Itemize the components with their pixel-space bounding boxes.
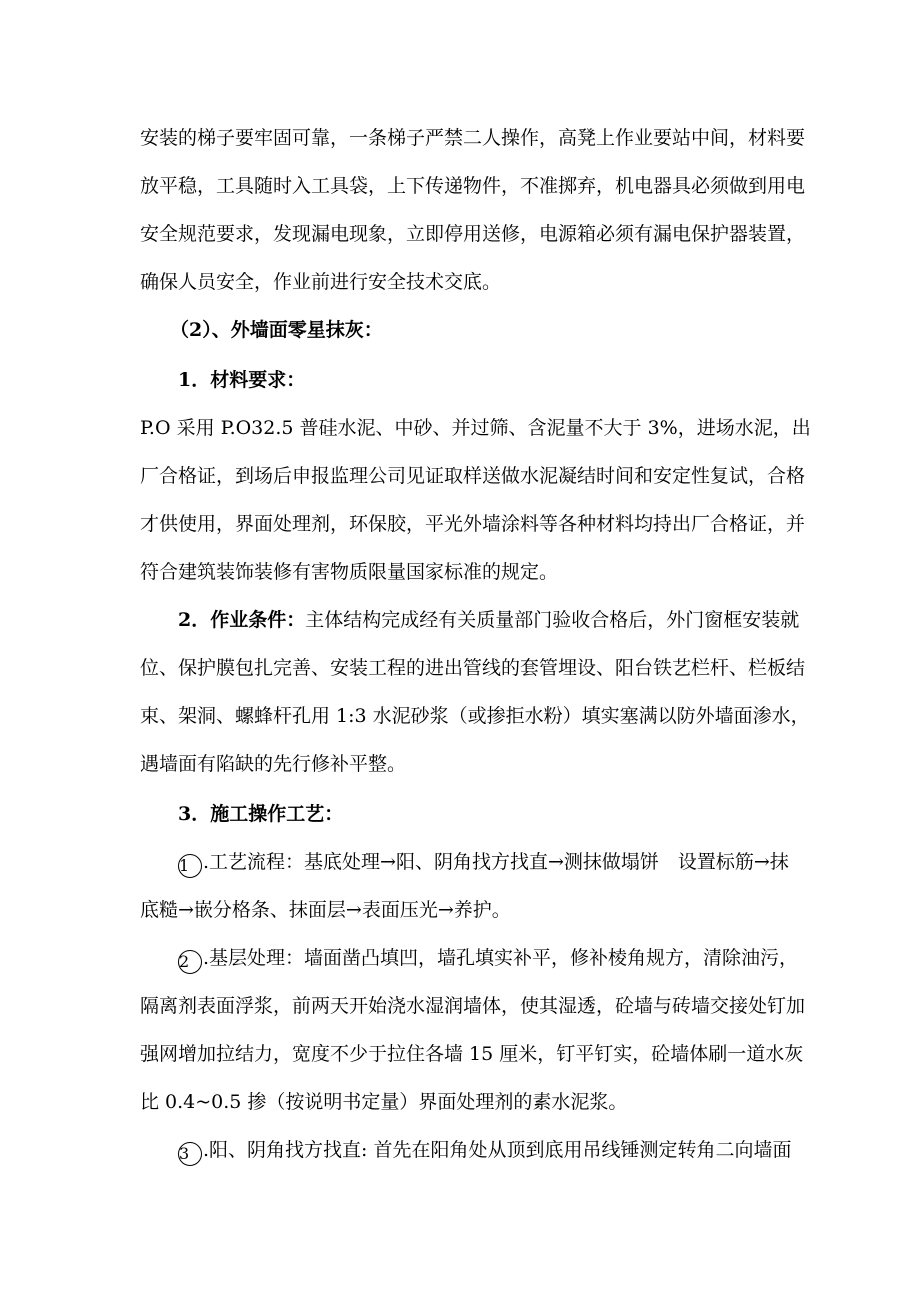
materials-line-2: 厂合格证，到场后申报监理公司见证取样送做水泥凝结时间和安定性复试，合格 [140, 465, 806, 487]
conditions-line-4: 遇墙面有陷缺的先行修补平整。 [140, 753, 407, 775]
safety-line-2: 放平稳，工具随时入工具袋，上下传递物件，不准掷弃，机电器具必须做到用电 [140, 175, 806, 197]
materials-line-4: 符合建筑装饰装修有害物质限量国家标准的规定。 [140, 561, 559, 583]
step1-number-icon: 1 [178, 854, 202, 878]
section-heading: （2）、外墙面零星抹灰： [170, 319, 383, 341]
step2-text-1: .基层处理：墙面凿凸填凹，墙孔填实补平，修补棱角规方，清除油污， [203, 947, 799, 969]
step1-line-1 [178, 850, 789, 878]
safety-line-1: 安装的梯子要牢固可靠，一条梯子严禁二人操作，高凳上作业要站中间，材料要 [140, 127, 806, 149]
materials-line-1: P.O 采用 P.O32.5 普硅水泥、中砂、并过筛、含泥量不大于 3%，进场水泥，出 [140, 417, 811, 439]
step3-text-1: .阳、阴角找方找直: 首先在阳角处从顶到底用吊线锤测定转角二向墙面 [203, 1139, 792, 1161]
materials-line-3: 才供使用，界面处理剂，环保胶，平光外墙涂料等各种材料均持出厂合格证，并 [140, 513, 806, 535]
step3-number-icon: 3 [178, 1142, 202, 1166]
conditions-text-1: 主体结构完成经有关质量部门验收合格后，外门窗框安装就 [305, 609, 800, 631]
safety-line-4: 确保人员安全，作业前进行安全技术交底。 [140, 271, 502, 293]
step1-text-1: .工艺流程：基底处理→阳、阴角找方找直→测抹做塌饼 设置标筋→抹 [203, 851, 789, 873]
step3-line-1 [178, 1138, 792, 1166]
item3-heading: 3．施工操作工艺： [178, 803, 344, 825]
step1-line-2: 底糙→嵌分格条、抹面层→表面压光→养护。 [140, 899, 511, 921]
step2-line-2: 隔离剂表面浮浆，前两天开始浇水湿润墙体，使其湿透，砼墙与砖墙交接处钉加 [140, 995, 806, 1017]
conditions-line-2: 位、保护膜包扎完善、安装工程的进出管线的套管埋设、阳台铁艺栏杆、栏板结 [140, 657, 806, 679]
step2-line-4: 比 0.4~0.5 掺（按说明书定量）界面处理剂的素水泥浆。 [140, 1091, 628, 1113]
step2-line-3: 强网增加拉结力，宽度不少于拉住各墙 15 厘米，钉平钉实，砼墙体刷一道水灰 [140, 1043, 804, 1065]
step2-line-1 [178, 946, 799, 974]
safety-line-3: 安全规范要求，发现漏电现象，立即停用送修，电源箱必须有漏电保护器装置， [140, 223, 806, 245]
item2-label: 2．作业条件： [178, 609, 306, 631]
conditions-line-3: 束、架洞、螺蜂杆孔用 1:3 水泥砂浆（或掺拒水粉）填实塞满以防外墙面渗水， [140, 705, 810, 727]
step2-number-icon: 2 [178, 950, 202, 974]
conditions-line-1 [178, 608, 800, 632]
item1-heading: 1．材料要求： [178, 369, 306, 391]
